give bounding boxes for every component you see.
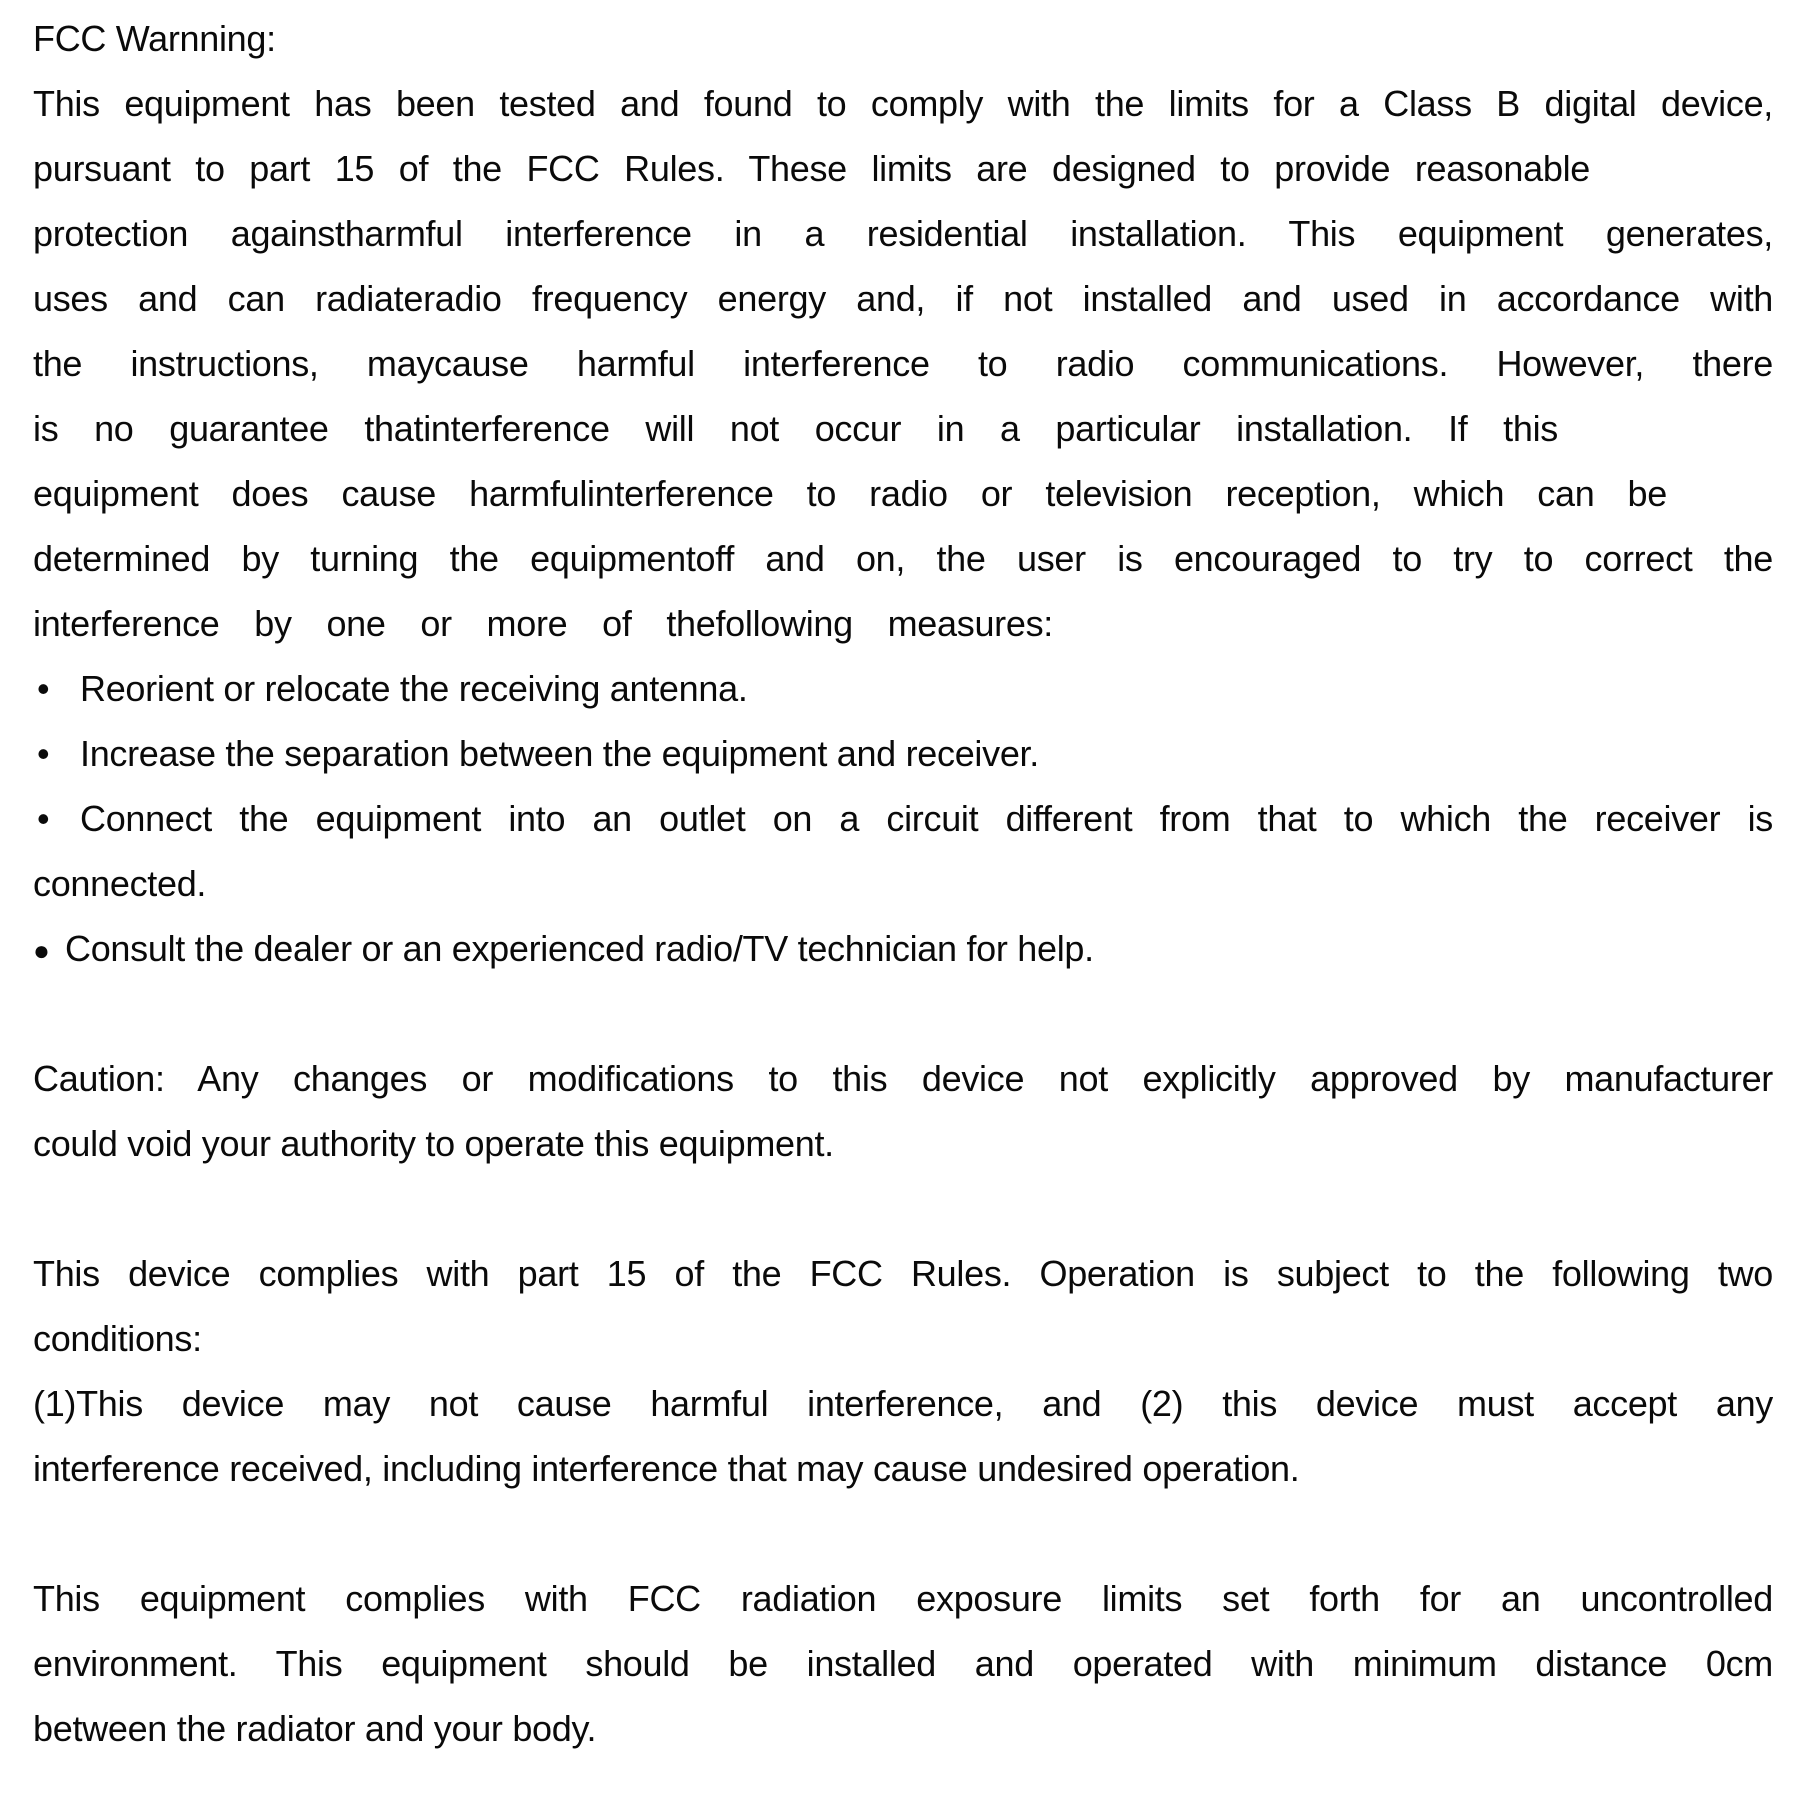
list-item: [33, 721, 1773, 786]
text-line: protection againstharmful interference in a residential installation. This equipment generates,: [33, 213, 1773, 254]
bullet-icon: ●: [33, 935, 50, 966]
list-item-text: Increase the separation between the equipment and receiver.: [80, 733, 1039, 774]
text-line: interference by one or more of thefollowing measures:: [33, 603, 1053, 644]
text-line: between the radiator and your body.: [33, 1708, 597, 1749]
text-line: could void your authority to operate this equipment.: [33, 1123, 834, 1164]
text-line: environment. This equipment should be installed and operated with minimum distance 0cm: [33, 1643, 1773, 1684]
list-item-text: Consult the dealer or an experienced radio/TV technician for help.: [65, 928, 1094, 969]
text-line: This device complies with part 15 of the FCC Rules. Operation is subject to the following two: [33, 1253, 1773, 1294]
text-line: connected.: [33, 863, 207, 904]
blank-line: [33, 981, 1773, 1046]
text-line: (1)This device may not cause harmful interference, and (2) this device must accept any: [33, 1383, 1773, 1424]
text-line: pursuant to part 15 of the FCC Rules. These limits are designed to provide reasonable: [33, 148, 1590, 189]
blank-line: [33, 1176, 1773, 1241]
list-item: [33, 916, 1773, 981]
list-item-text: Reorient or relocate the receiving antenna.: [80, 668, 748, 709]
text-line: Caution: Any changes or modifications to this device not explicitly approved by manufacturer: [33, 1058, 1773, 1099]
list-item: [33, 656, 1773, 721]
bullet-icon: •: [37, 668, 50, 709]
text-line: interference received, including interference that may cause undesired operation.: [33, 1448, 1300, 1489]
bullet-icon: •: [37, 733, 50, 774]
bullet-icon: •: [37, 798, 50, 839]
text-line: equipment does cause harmfulinterference to radio or television reception, which can be: [33, 473, 1667, 514]
text-line: is no guarantee thatinterference will not occur in a particular installation. If this: [33, 408, 1558, 449]
document-title: FCC Warnning:: [33, 18, 276, 59]
list-item: [33, 786, 1773, 851]
text-line: This equipment has been tested and found to comply with the limits for a Class B digital device,: [33, 83, 1773, 124]
text-line: conditions:: [33, 1318, 202, 1359]
blank-line: [33, 1501, 1773, 1566]
text-line: the instructions, maycause harmful interference to radio communications. However, there: [33, 343, 1773, 384]
text-line: uses and can radiateradio frequency energy and, if not installed and used in accordance with: [33, 278, 1773, 319]
text-line: determined by turning the equipmentoff and on, the user is encouraged to try to correct the: [33, 538, 1773, 579]
text-line: This equipment complies with FCC radiation exposure limits set forth for an uncontrolled: [33, 1578, 1773, 1619]
list-item-text: Connect the equipment into an outlet on a circuit different from that to which the receiver is: [80, 798, 1773, 839]
